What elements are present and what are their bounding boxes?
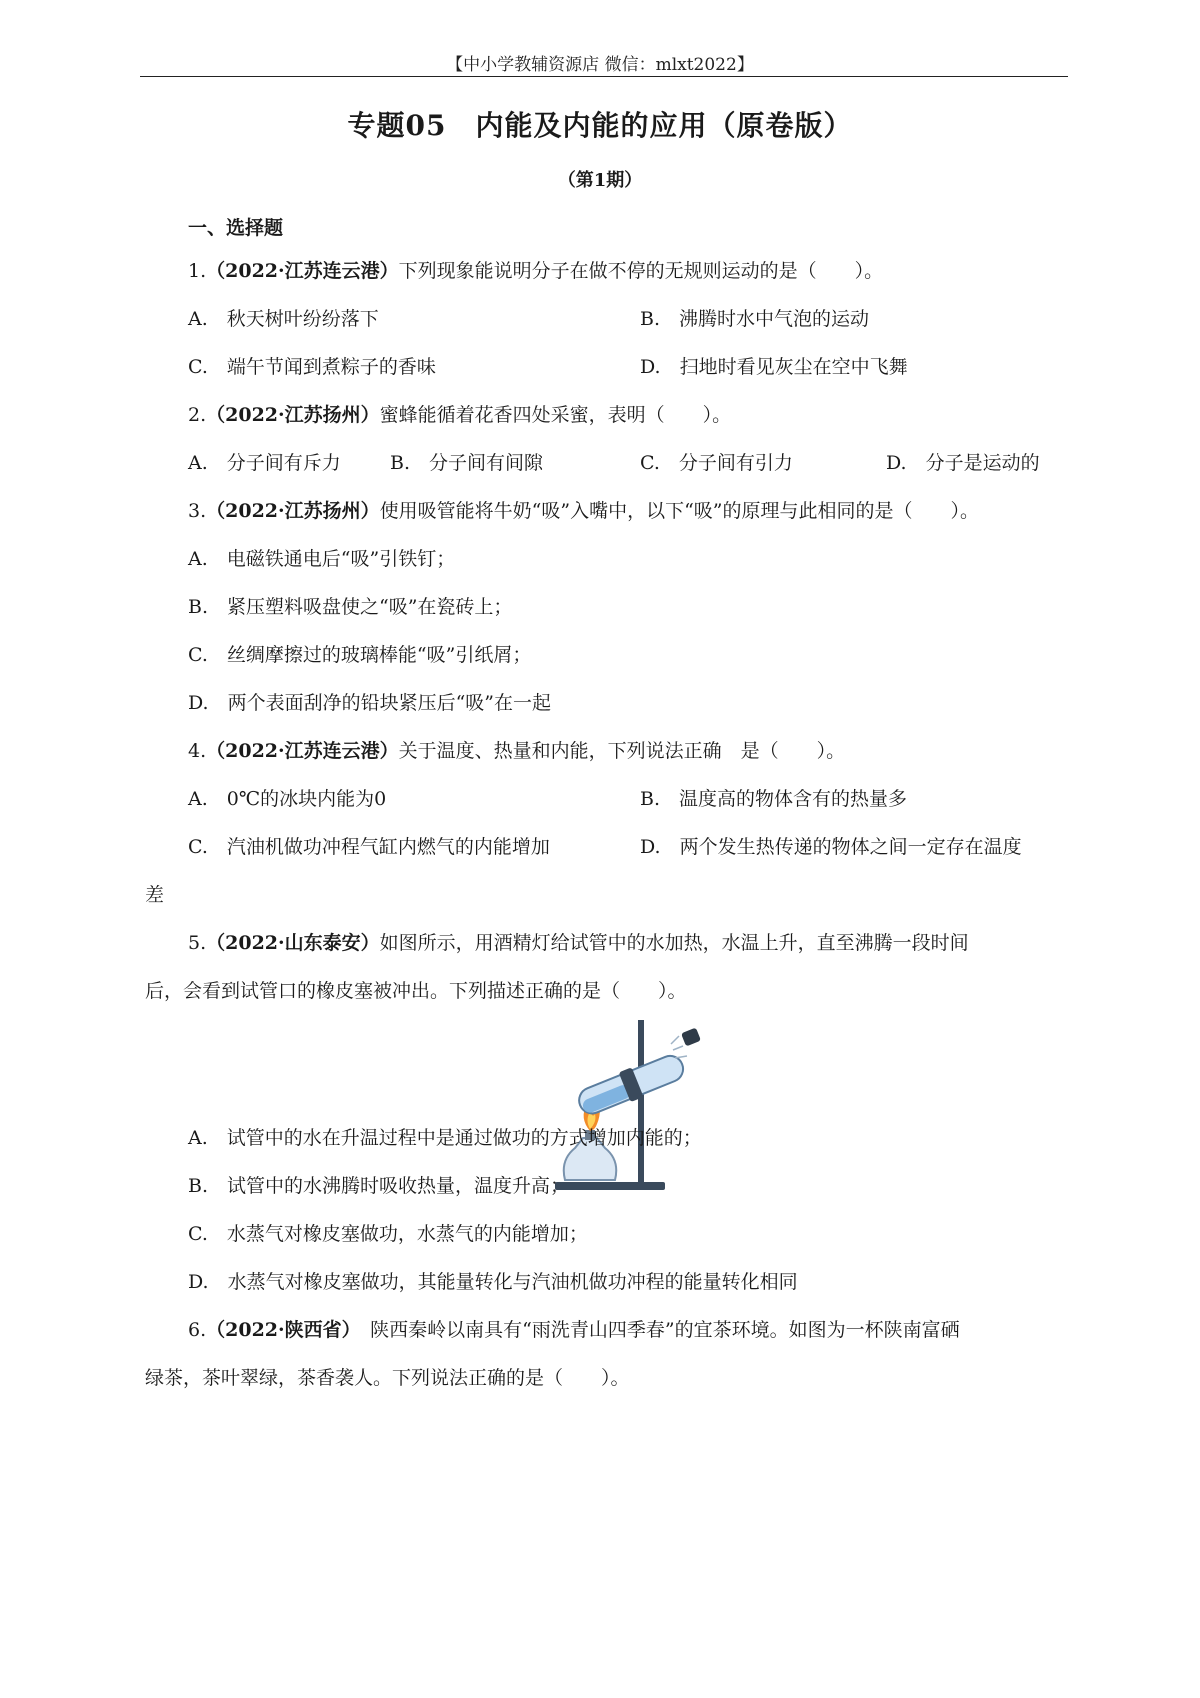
- stand-rod: [638, 1020, 644, 1184]
- page-header: 【中小学教辅资源店 微信：mlxt2022】: [446, 55, 754, 75]
- option-b: B. 分子间有间隙: [390, 452, 544, 474]
- option-c: C. 水蒸气对橡皮塞做功，水蒸气的内能增加；: [188, 1223, 588, 1245]
- header-divider: [140, 76, 1068, 77]
- question-number: 3.: [188, 500, 207, 522]
- question-text: 如图所示，用酒精灯给试管中的水加热，水温上升，直至沸腾一段时间: [379, 932, 969, 954]
- option-d-continuation: 差: [145, 884, 165, 906]
- option-c: C. 分子间有引力: [640, 452, 793, 474]
- option-a: A. 电磁铁通电后“吸”引铁钉；: [188, 548, 456, 570]
- test-tube: [574, 1049, 688, 1120]
- option-d: D. 分子是运动的: [886, 452, 1040, 474]
- question-source: （2022·江苏连云港）: [206, 740, 399, 762]
- question-5-stem-continued: 后，会看到试管口的橡皮塞被冲出。下列描述正确的是（ ）。: [145, 980, 687, 1002]
- question-4-stem: [188, 739, 845, 763]
- question-number: 5.: [188, 932, 207, 954]
- option-b: B. 紧压塑料吸盘使之“吸”在瓷砖上；: [188, 596, 513, 618]
- section-heading: 一、选择题: [188, 217, 284, 239]
- question-number: 6.: [188, 1319, 207, 1341]
- option-b: B. 沸腾时水中气泡的运动: [640, 308, 870, 330]
- option-a: A. 0℃的冰块内能为0: [188, 788, 387, 810]
- question-source: （2022·山东泰安）: [206, 932, 380, 954]
- question-6-stem-continued: 绿茶，茶叶翠绿，茶香袭人。下列说法正确的是（ ）。: [145, 1367, 630, 1389]
- question-3-stem: [188, 499, 979, 523]
- question-number: 2.: [188, 404, 207, 426]
- option-c: C. 汽油机做功冲程气缸内燃气的内能增加: [188, 836, 550, 858]
- option-b: B. 试管中的水沸腾时吸收热量，温度升高；: [188, 1175, 570, 1197]
- option-d: D. 扫地时看见灰尘在空中飞舞: [640, 356, 908, 378]
- option-d: D. 两个表面刮净的铅块紧压后“吸”在一起: [188, 692, 552, 714]
- question-source: （2022·江苏扬州）: [206, 500, 380, 522]
- option-a: A. 秋天树叶纷纷落下: [188, 308, 379, 330]
- document-title: 专题05 内能及内能的应用（原卷版）: [347, 109, 853, 142]
- question-text: 关于温度、热量和内能，下列说法正确 是（ ）。: [398, 740, 846, 762]
- test-tube-heating-figure: [545, 1010, 715, 1195]
- option-c: C. 丝绸摩擦过的玻璃棒能“吸”引纸屑；: [188, 644, 532, 666]
- question-source: （2022·陕西省）: [206, 1319, 352, 1341]
- question-number: 1.: [188, 260, 207, 282]
- question-source: （2022·江苏扬州）: [206, 404, 380, 426]
- option-d: D. 两个发生热传递的物体之间一定存在温度: [640, 836, 1022, 858]
- option-d: D. 水蒸气对橡皮塞做功，其能量转化与汽油机做功冲程的能量转化相同: [188, 1271, 798, 1293]
- question-number: 4.: [188, 740, 207, 762]
- question-6-stem: [188, 1318, 960, 1342]
- option-b: B. 温度高的物体含有的热量多: [640, 788, 908, 810]
- stand-base: [555, 1182, 665, 1190]
- question-text: 蜜蜂能循着花香四处采蜜，表明（ ）。: [379, 404, 732, 426]
- question-text: 陕西秦岭以南具有“雨洗青山四季春”的宜茶环境。如图为一杯陕南富硒: [351, 1319, 960, 1341]
- question-2-stem: [188, 403, 731, 427]
- rubber-stopper: [681, 1028, 701, 1047]
- document-subtitle: （第1期）: [557, 170, 643, 191]
- option-a: A. 分子间有斥力: [188, 452, 341, 474]
- option-a: A. 试管中的水在升温过程中是通过做功的方式增加内能的；: [188, 1127, 702, 1149]
- question-5-stem: [188, 931, 969, 955]
- option-c: C. 端午节闻到煮粽子的香味: [188, 356, 436, 378]
- question-source: （2022·江苏连云港）: [206, 260, 399, 282]
- question-1-stem: [188, 259, 883, 283]
- question-text: 下列现象能说明分子在做不停的无规则运动的是（ ）。: [398, 260, 884, 282]
- question-text: 使用吸管能将牛奶“吸”入嘴中，以下“吸”的原理与此相同的是（ ）。: [379, 500, 979, 522]
